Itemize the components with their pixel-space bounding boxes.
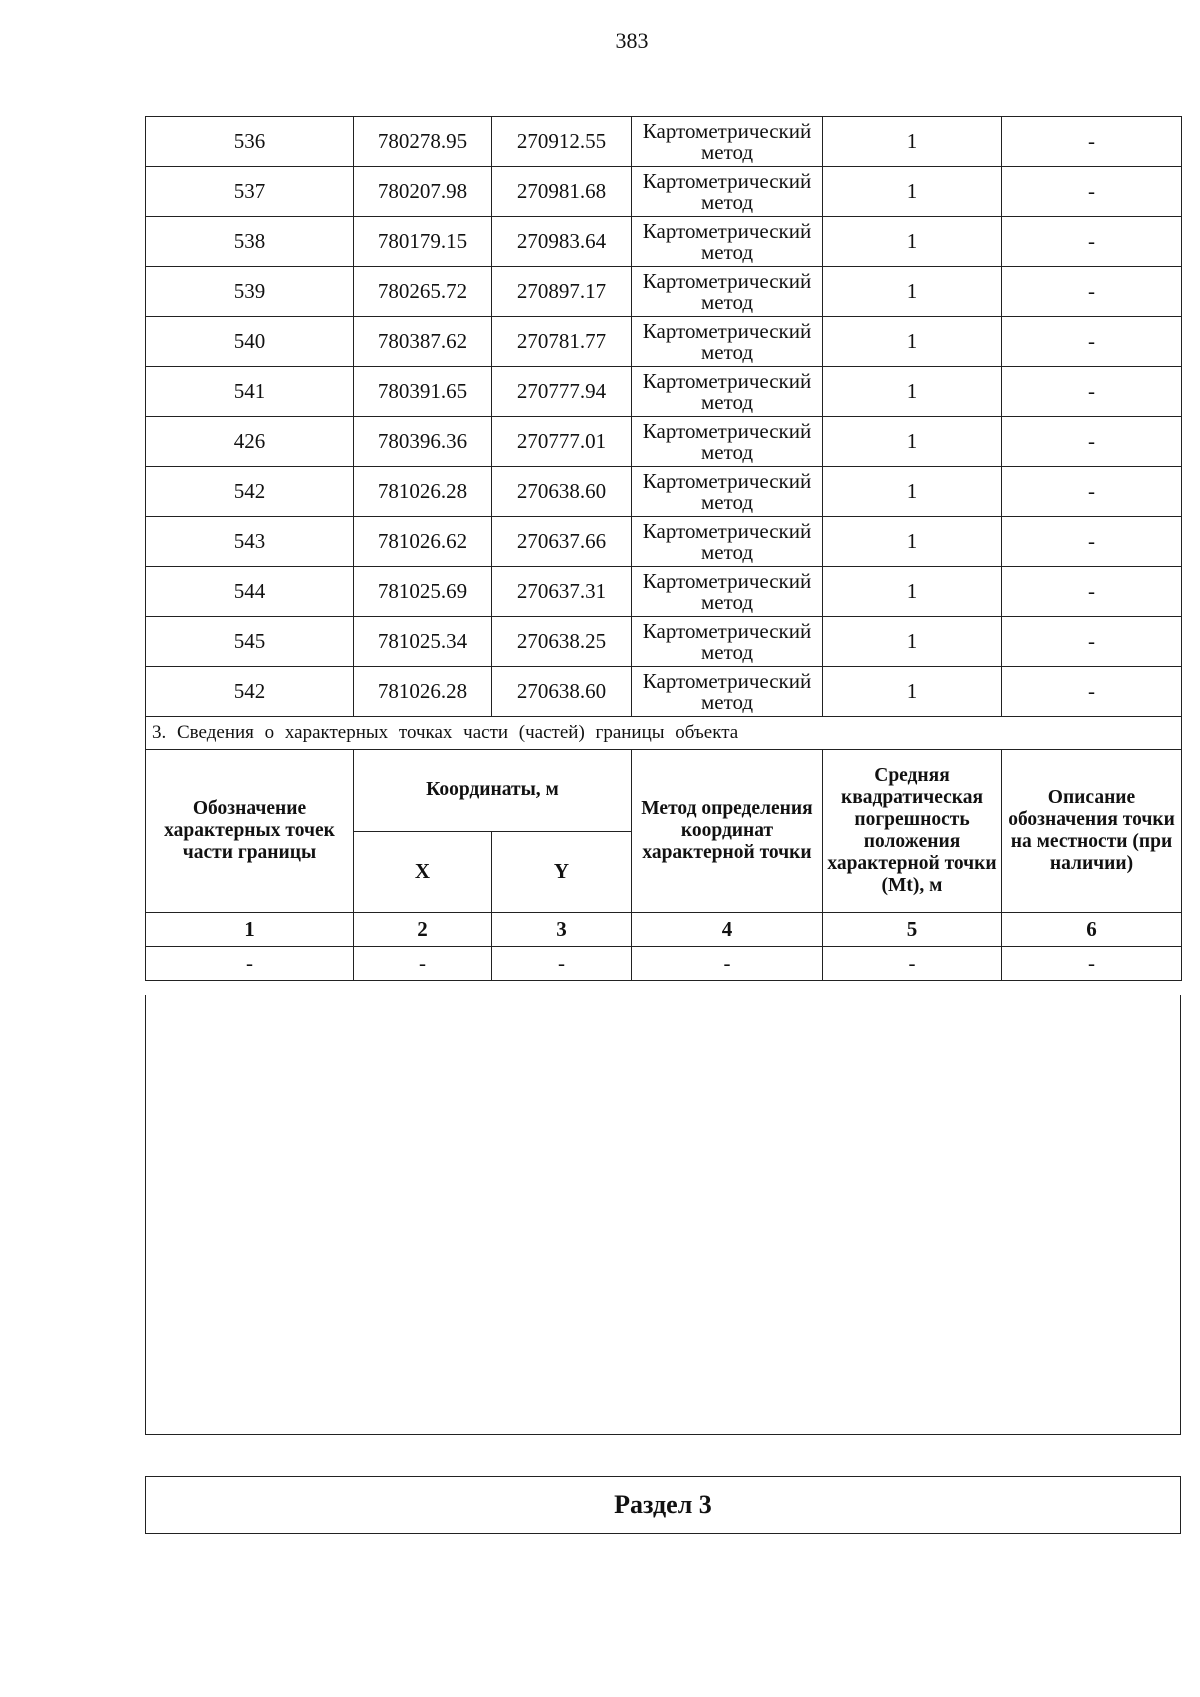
table-row — [146, 617, 1182, 667]
column-number: 6 — [1002, 913, 1182, 947]
part-section-title: 3. Сведения о характерных точках части (частей) границы объекта — [146, 717, 1182, 750]
y-coordinate-cell: 270777.94 — [492, 367, 632, 417]
point-cell: 544 — [146, 567, 354, 617]
method-cell: Картометрический метод — [632, 417, 823, 467]
table-row — [146, 417, 1182, 467]
description-cell: - — [1002, 467, 1182, 517]
column-number: 2 — [354, 913, 492, 947]
x-coordinate-cell: 780278.95 — [354, 117, 492, 167]
y-coordinate-cell: 270638.60 — [492, 467, 632, 517]
method-cell: Картометрический метод — [632, 167, 823, 217]
mt-cell: 1 — [823, 367, 1002, 417]
description-cell: - — [1002, 417, 1182, 467]
column-number: 5 — [823, 913, 1002, 947]
y-coordinate-cell: 270897.17 — [492, 267, 632, 317]
x-coordinate-cell: 780387.62 — [354, 317, 492, 367]
point-cell: 538 — [146, 217, 354, 267]
x-coordinate-cell: 780265.72 — [354, 267, 492, 317]
table-row — [146, 367, 1182, 417]
x-coordinate-cell: 781025.34 — [354, 617, 492, 667]
mt-cell: 1 — [823, 317, 1002, 367]
description-cell: - — [1002, 317, 1182, 367]
column-number: 1 — [146, 913, 354, 947]
x-coordinate-cell: 781026.62 — [354, 517, 492, 567]
point-cell: 540 — [146, 317, 354, 367]
point-cell: 537 — [146, 167, 354, 217]
mt-cell: 1 — [823, 267, 1002, 317]
method-cell: Картометрический метод — [632, 517, 823, 567]
point-cell: 426 — [146, 417, 354, 467]
column-number: 4 — [632, 913, 823, 947]
header-y: Y — [492, 831, 632, 913]
y-coordinate-cell: 270983.64 — [492, 217, 632, 267]
mt-cell: 1 — [823, 417, 1002, 467]
description-cell: - — [1002, 367, 1182, 417]
method-cell: Картометрический метод — [632, 367, 823, 417]
part-table-header-row — [146, 750, 1182, 832]
part-cell: - — [492, 947, 632, 981]
y-coordinate-cell: 270781.77 — [492, 317, 632, 367]
points-table-body — [146, 117, 1182, 981]
section-heading-box — [145, 1476, 1181, 1534]
description-cell: - — [1002, 267, 1182, 317]
description-cell: - — [1002, 617, 1182, 667]
table-row — [146, 267, 1182, 317]
x-coordinate-cell: 780207.98 — [354, 167, 492, 217]
point-cell: 545 — [146, 617, 354, 667]
y-coordinate-cell: 270637.31 — [492, 567, 632, 617]
part-cell: - — [146, 947, 354, 981]
x-coordinate-cell: 780391.65 — [354, 367, 492, 417]
column-number-row — [146, 913, 1182, 947]
mt-cell: 1 — [823, 617, 1002, 667]
header-designation: Обозначение характерных точек части границы — [146, 750, 354, 913]
point-cell: 539 — [146, 267, 354, 317]
y-coordinate-cell: 270637.66 — [492, 517, 632, 567]
method-cell: Картометрический метод — [632, 317, 823, 367]
empty-table-area — [145, 995, 1181, 1435]
method-cell: Картометрический метод — [632, 267, 823, 317]
description-cell: - — [1002, 667, 1182, 717]
x-coordinate-cell: 781025.69 — [354, 567, 492, 617]
mt-cell: 1 — [823, 167, 1002, 217]
table-row — [146, 467, 1182, 517]
method-cell: Картометрический метод — [632, 467, 823, 517]
description-cell: - — [1002, 117, 1182, 167]
x-coordinate-cell: 780396.36 — [354, 417, 492, 467]
table-row — [146, 567, 1182, 617]
header-x: X — [354, 831, 492, 913]
part-cell: - — [1002, 947, 1182, 981]
mt-cell: 1 — [823, 567, 1002, 617]
page-number: 383 — [615, 28, 649, 53]
y-coordinate-cell: 270912.55 — [492, 117, 632, 167]
description-cell: - — [1002, 567, 1182, 617]
method-cell: Картометрический метод — [632, 567, 823, 617]
mt-cell: 1 — [823, 667, 1002, 717]
point-cell: 541 — [146, 367, 354, 417]
method-cell: Картометрический метод — [632, 667, 823, 717]
header-method: Метод определения координат характерной точки — [632, 750, 823, 913]
part-data-row — [146, 947, 1182, 981]
table-row — [146, 317, 1182, 367]
part-cell: - — [823, 947, 1002, 981]
characteristic-points-table — [145, 116, 1182, 981]
y-coordinate-cell: 270981.68 — [492, 167, 632, 217]
method-cell: Картометрический метод — [632, 617, 823, 667]
x-coordinate-cell: 780179.15 — [354, 217, 492, 267]
point-cell: 536 — [146, 117, 354, 167]
description-cell: - — [1002, 517, 1182, 567]
description-cell: - — [1002, 167, 1182, 217]
point-cell: 542 — [146, 467, 354, 517]
x-coordinate-cell: 781026.28 — [354, 667, 492, 717]
x-coordinate-cell: 781026.28 — [354, 467, 492, 517]
description-cell: - — [1002, 217, 1182, 267]
y-coordinate-cell: 270638.25 — [492, 617, 632, 667]
header-description: Описание обозначения точки на местности (при наличии) — [1002, 750, 1182, 913]
part-cell: - — [354, 947, 492, 981]
point-cell: 542 — [146, 667, 354, 717]
table-row — [146, 217, 1182, 267]
y-coordinate-cell: 270638.60 — [492, 667, 632, 717]
table-row — [146, 667, 1182, 717]
table-row — [146, 167, 1182, 217]
method-cell: Картометрический метод — [632, 217, 823, 267]
section-heading: Раздел 3 — [614, 1490, 712, 1519]
y-coordinate-cell: 270777.01 — [492, 417, 632, 467]
part-section-title-row — [146, 717, 1182, 750]
header-mt: Средняя квадратическая погрешность положения характерной точки (Mt), м — [823, 750, 1002, 913]
table-row — [146, 117, 1182, 167]
column-number: 3 — [492, 913, 632, 947]
header-coordinates: Координаты, м — [354, 750, 632, 832]
method-cell: Картометрический метод — [632, 117, 823, 167]
mt-cell: 1 — [823, 117, 1002, 167]
mt-cell: 1 — [823, 217, 1002, 267]
part-cell: - — [632, 947, 823, 981]
mt-cell: 1 — [823, 517, 1002, 567]
table-row — [146, 517, 1182, 567]
point-cell: 543 — [146, 517, 354, 567]
mt-cell: 1 — [823, 467, 1002, 517]
